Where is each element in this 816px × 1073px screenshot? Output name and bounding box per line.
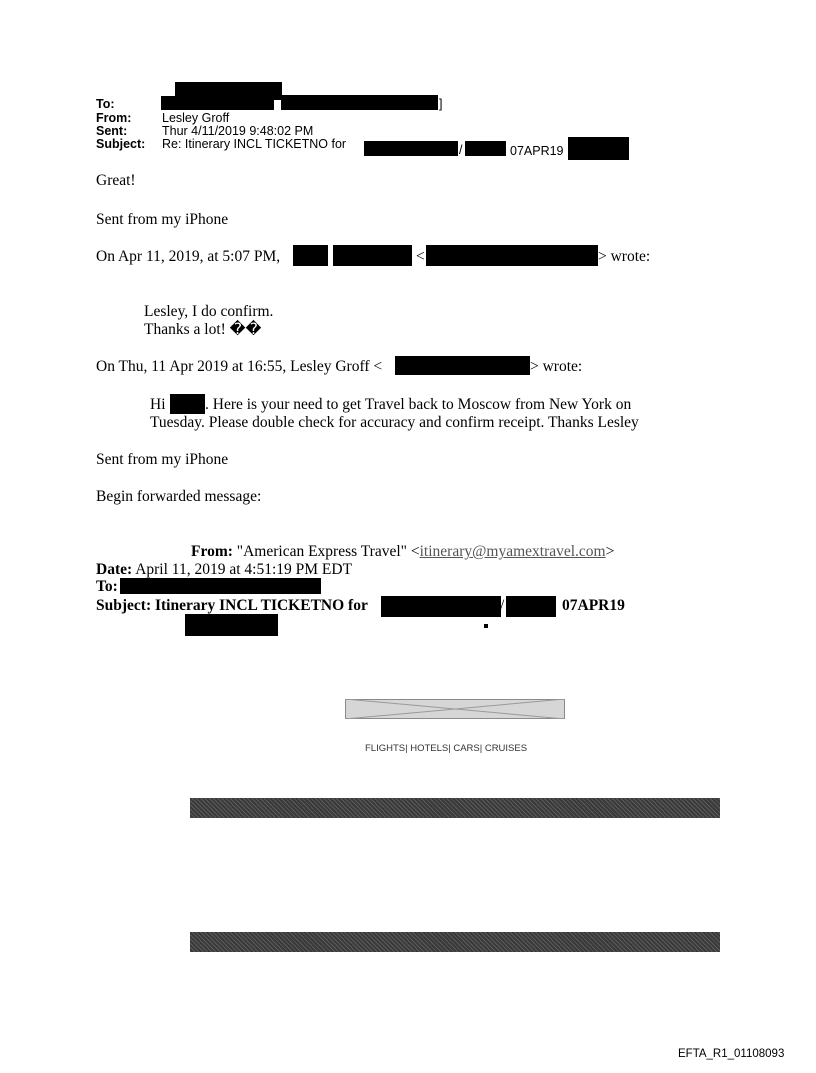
redaction-box xyxy=(395,356,530,375)
to-label: To: xyxy=(96,97,115,111)
wrote-text: > wrote: xyxy=(598,248,651,265)
subject-label: Subject: xyxy=(96,137,146,151)
redaction-box xyxy=(364,141,458,156)
redaction-box xyxy=(568,137,629,160)
fwd-from-name: "American Express Travel" < xyxy=(236,543,420,560)
fwd-subject-label: Subject: Itinerary INCL TICKETNO for xyxy=(96,597,368,614)
wrote-text: > wrote: xyxy=(530,358,583,375)
document-id: EFTA_R1_01108093 xyxy=(678,1048,785,1060)
on-apr-line: On Apr 11, 2019, at 5:07 PM, xyxy=(96,248,281,265)
header-subject xyxy=(96,138,346,151)
begin-forwarded: Begin forwarded message: xyxy=(96,488,262,505)
confirm-line-2: Thanks a lot! �� xyxy=(144,321,262,338)
on-thu-line: On Thu, 11 Apr 2019 at 16:55, Lesley Groff < xyxy=(96,358,383,375)
sent-from-iphone: Sent from my iPhone xyxy=(96,211,229,228)
subject-date: 07APR19 xyxy=(510,144,564,158)
to-bracket: ] xyxy=(439,97,443,111)
fwd-date-label: Date: xyxy=(96,561,133,578)
fwd-subject-date-text: 07APR19 xyxy=(562,597,625,614)
sent-label: Sent: xyxy=(96,124,128,138)
redaction-box xyxy=(506,596,556,617)
sent-value: Thur 4/11/2019 9:48:02 PM xyxy=(162,124,314,138)
header-to xyxy=(96,98,162,111)
fwd-date-value: April 11, 2019 at 4:51:19 PM EDT xyxy=(135,561,353,578)
redaction-box xyxy=(281,95,438,110)
fwd-from-close: > xyxy=(605,543,615,560)
fwd-to-line xyxy=(96,578,118,596)
subject-slash: / xyxy=(459,143,463,157)
redaction-box xyxy=(465,141,506,156)
redaction-box xyxy=(333,245,412,266)
subject-prefix: Re: Itinerary INCL TICKETNO for xyxy=(162,137,347,151)
fwd-subject-date xyxy=(562,597,625,615)
paragraph-line-2: Tuesday. Please double check for accuracy and confirm receipt. Thanks Lesley xyxy=(150,414,639,431)
lt-sign: < xyxy=(416,248,425,265)
sent-from-iphone: Sent from my iPhone xyxy=(96,451,229,468)
redaction-box xyxy=(185,614,278,636)
confirm-line-1: Lesley, I do confirm. xyxy=(144,303,274,320)
hatched-bar xyxy=(190,798,720,818)
hi-text: Hi xyxy=(150,396,166,413)
hatched-bar xyxy=(190,932,720,952)
redaction-dot xyxy=(484,624,488,628)
fwd-to-label: To: xyxy=(96,578,118,595)
from-value: Lesley Groff xyxy=(162,111,230,125)
redaction-box xyxy=(161,96,274,110)
fwd-subject-line xyxy=(96,597,368,615)
fwd-date-line xyxy=(96,561,352,579)
redaction-box xyxy=(170,394,205,414)
fwd-from-label: From: xyxy=(191,543,233,560)
fwd-from-line xyxy=(191,543,614,561)
paragraph-line-1: . Here is your need to get Travel back to Moscow from New York on xyxy=(205,396,632,413)
fwd-from-email-link[interactable]: itinerary@myamextravel.com xyxy=(419,543,606,560)
fwd-subject-slash: / xyxy=(500,597,505,614)
redaction-box xyxy=(120,578,321,594)
great-text: Great! xyxy=(96,172,136,189)
from-label: From: xyxy=(96,111,132,125)
redaction-box xyxy=(293,245,328,266)
nav-links[interactable]: FLIGHTS| HOTELS| CARS| CRUISES xyxy=(365,743,528,754)
broken-image-placeholder xyxy=(345,699,565,719)
redaction-box xyxy=(426,245,598,266)
redaction-box xyxy=(381,596,501,617)
